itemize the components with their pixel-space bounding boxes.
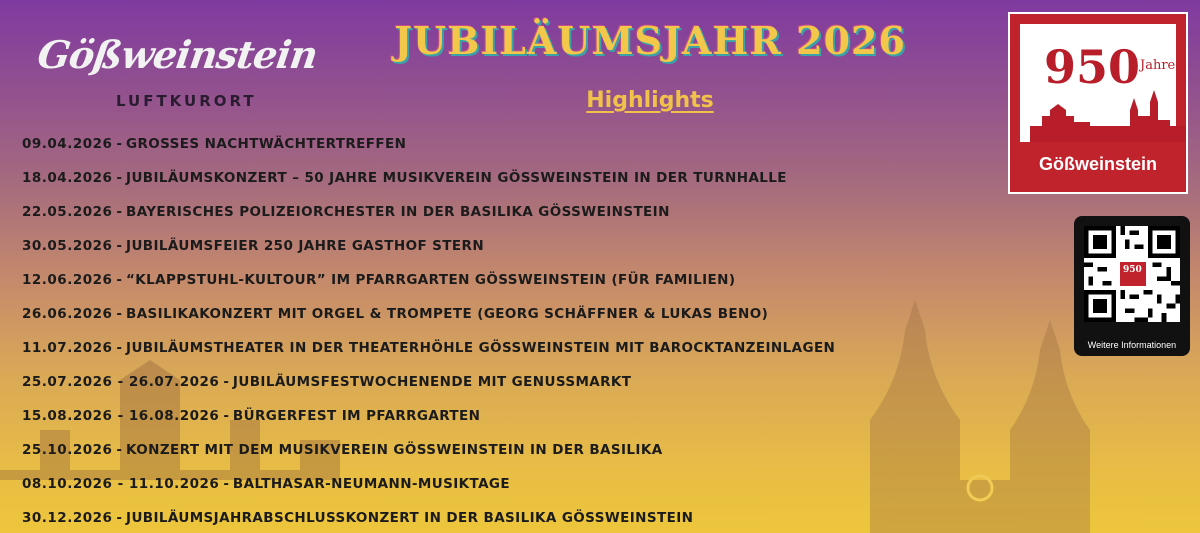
qr-badge-logo — [1119, 261, 1147, 287]
event-item — [22, 371, 835, 405]
event-separator: - — [223, 476, 229, 492]
event-title: “KLAPPSTUHL-KULTOUR” IM PFARRGARTEN GÖSSWEINSTEIN (FÜR FAMILIEN) — [126, 272, 736, 288]
town-silhouette-icon — [1030, 86, 1186, 142]
event-date: 22.05.2026 — [22, 204, 113, 220]
event-item — [22, 167, 835, 201]
events-list — [22, 133, 835, 533]
qr-logo-number: 950 — [1123, 265, 1142, 275]
event-title: BÜRGERFEST IM PFARRGARTEN — [232, 408, 481, 424]
event-item — [22, 269, 835, 303]
event-separator: - — [116, 170, 123, 186]
event-date: 11.07.2026 — [22, 340, 113, 356]
event-date: 12.06.2026 — [22, 272, 113, 288]
event-separator: - — [223, 408, 229, 424]
event-item — [22, 133, 835, 167]
event-item — [22, 235, 835, 269]
event-title: JUBILÄUMSFEIER 250 JAHRE GASTHOF STERN — [126, 238, 485, 254]
badge-town-name: Gößweinstein — [1038, 154, 1157, 174]
event-date: 18.04.2026 — [22, 170, 113, 186]
event-title: JUBILÄUMSTHEATER IN DER THEATERHÖHLE GÖSSWEINSTEIN MIT BAROCKTANZEINLAGEN — [126, 340, 836, 356]
qr-caption: Weitere Informationen — [1087, 340, 1177, 350]
event-item — [22, 473, 835, 507]
event-title: GROSSES NACHTWÄCHTERTREFFEN — [126, 136, 407, 152]
event-separator: - — [116, 442, 123, 458]
event-separator: - — [223, 374, 229, 390]
event-title: BAYERISCHES POLIZEIORCHESTER IN DER BASILIKA GÖSSWEINSTEIN — [126, 204, 670, 220]
event-date: 25.07.2026 - 26.07.2026 — [22, 374, 220, 390]
event-date: 26.06.2026 — [22, 306, 113, 322]
badge-number: 950 — [1044, 40, 1141, 94]
event-separator: - — [116, 306, 123, 322]
event-separator: - — [116, 204, 123, 220]
event-item — [22, 405, 835, 439]
event-title: BASILIKAKONZERT MIT ORGEL & TROMPETE (GEORG SCHÄFFNER & LUKAS BENO) — [126, 306, 769, 322]
logo-wordmark: Gößweinstein — [34, 32, 320, 77]
event-separator: - — [116, 238, 123, 254]
event-item — [22, 303, 835, 337]
event-title: JUBILÄUMSFESTWOCHENENDE MIT GENUSSMARKT — [232, 374, 632, 390]
logo-subtitle: LUFTKURORT — [116, 92, 257, 110]
event-item — [22, 507, 835, 533]
event-date: 30.05.2026 — [22, 238, 113, 254]
badge-panel — [1020, 24, 1176, 142]
goessweinstein-logo — [34, 26, 320, 118]
event-item — [22, 439, 835, 473]
event-date: 09.04.2026 — [22, 136, 113, 152]
event-date: 15.08.2026 - 16.08.2026 — [22, 408, 220, 424]
event-title: KONZERT MIT DEM MUSIKVEREIN GÖSSWEINSTEIN IN DER BASILIKA — [126, 442, 663, 458]
event-separator: - — [116, 136, 123, 152]
event-date: 25.10.2026 — [22, 442, 113, 458]
event-title: BALTHASAR-NEUMANN-MUSIKTAGE — [232, 476, 511, 492]
event-date: 30.12.2026 — [22, 510, 113, 526]
event-item — [22, 201, 835, 235]
event-title: JUBILÄUMSKONZERT – 50 JAHRE MUSIKVEREIN GÖSSWEINSTEIN IN DER TURNHALLE — [126, 170, 787, 186]
event-separator: - — [116, 510, 123, 526]
anniversary-badge — [1008, 12, 1188, 194]
qr-code-card[interactable] — [1074, 216, 1190, 356]
event-separator: - — [116, 272, 123, 288]
highlights-heading: Highlights — [586, 88, 714, 113]
event-date: 08.10.2026 - 11.10.2026 — [22, 476, 220, 492]
badge-unit: Jahre — [1140, 58, 1176, 73]
page-title: JUBILÄUMSJAHR 2026 — [394, 18, 906, 63]
event-separator: - — [116, 340, 123, 356]
event-title: JUBILÄUMSJAHRABSCHLUSSKONZERT IN DER BASILIKA GÖSSWEINSTEIN — [126, 510, 694, 526]
event-item — [22, 337, 835, 371]
